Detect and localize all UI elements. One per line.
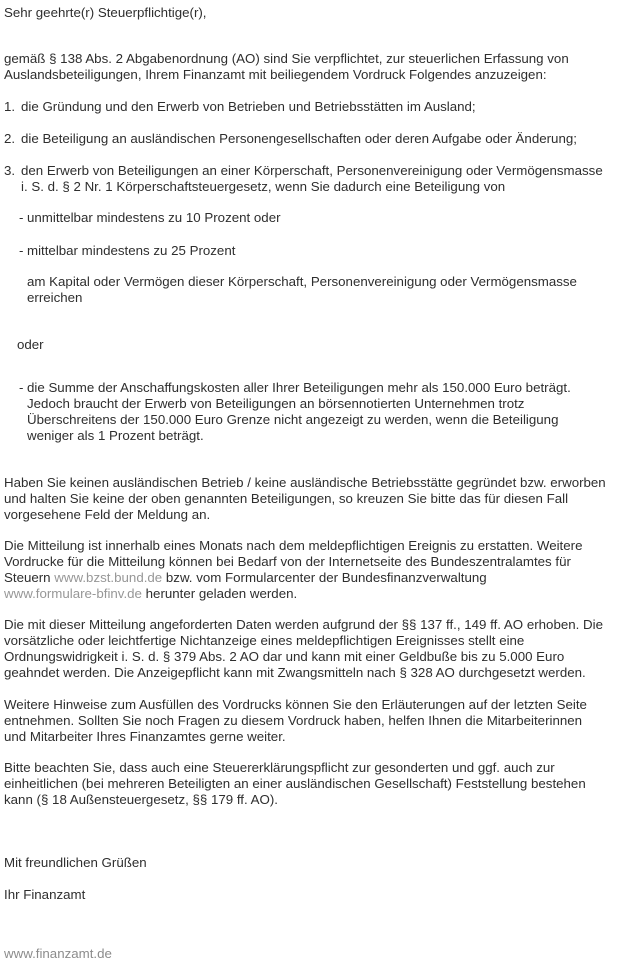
link-bzst-website[interactable]: www.bzst.bund.de: [54, 570, 163, 585]
paragraph-line: und halten Sie keine der oben genannten Beteiligungen, so kreuzen Sie bitte das für diesen Fall: [4, 491, 569, 506]
paragraph-help-notes: [4, 697, 626, 745]
dash-bullet: -: [19, 210, 24, 225]
list-item-3: [4, 163, 626, 195]
paragraph-line: und Mitarbeiter Ihres Finanzamtes gerne weiter.: [4, 729, 286, 744]
list-item-number: 2.: [4, 131, 16, 146]
paragraph-line: Ordnungswidrigkeit i. S. d. § 379 Abs. 2 AO dar und kann mit einer Geldbuße bis zu 5.000 Euro: [4, 649, 565, 664]
paragraph-legal-basis: [4, 617, 626, 681]
dash-bullet: -: [19, 243, 24, 258]
paragraph-line: [4, 570, 626, 586]
list-item-2: [4, 131, 626, 147]
list-item-number: 1.: [4, 99, 16, 114]
dash-item-direct-participation: [4, 210, 626, 226]
paragraph-deadline-download: [4, 538, 626, 602]
paragraph-intro: [4, 51, 626, 83]
paragraph-line: Haben Sie keinen ausländischen Betrieb / keine ausländische Betriebsstätte gegründet bzw. erworben: [4, 475, 606, 490]
dash-item-text: mittelbar mindestens zu 25 Prozent: [27, 243, 236, 258]
paragraph-line: die Summe der Anschaffungskosten aller Ihrer Beteiligungen mehr als 150.000 Euro beträgt.: [27, 380, 571, 395]
paragraph-line: am Kapital oder Vermögen dieser Körperschaft, Personenvereinigung oder Vermögensmasse: [27, 274, 577, 289]
dash-item-text: unmittelbar mindestens zu 10 Prozent oder: [27, 210, 281, 225]
paragraph-line: Auslandsbeteiligungen, Ihrem Finanzamt mit beiliegendem Vordruck Folgendes anzuzeigen:: [4, 67, 547, 82]
paragraph-line: Überschreitens der 150.000 Euro Grenze nicht angezeigt zu werden, wenn die Beteiligung: [27, 412, 559, 427]
dash-item-acquisition-cost: [4, 380, 626, 444]
paragraph-capital-clause: [4, 274, 626, 306]
list-item-text: die Gründung und den Erwerb von Betrieben und Betriebsstätten im Ausland;: [21, 99, 476, 114]
paragraph-line: Vordrucke für die Mitteilung können bei Bedarf von der Internetseite des Bundeszentralamtes für: [4, 554, 571, 569]
dash-item-indirect-participation: [4, 243, 626, 259]
dash-item-text: [27, 380, 626, 444]
paragraph-text: bzw. vom Formularcenter der Bundesfinanzverwaltung: [162, 570, 487, 585]
paragraph-line: Die Mitteilung ist innerhalb eines Monats nach dem meldepflichtigen Ereignis zu erstatten. Weitere: [4, 538, 583, 553]
paragraph-line: gemäß § 138 Abs. 2 Abgabenordnung (AO) sind Sie verpflichtet, zur steuerlichen Erfassung von: [4, 51, 569, 66]
paragraph-line: vorsätzliche oder leichtfertige Nichtanzeige eines meldepflichtigen Ereignisses stellt eine: [4, 633, 525, 648]
list-item-1: [4, 99, 626, 115]
footer: [4, 946, 626, 962]
closing-regards: Mit freundlichen Grüßen: [4, 855, 147, 870]
paragraph-line: erreichen: [27, 290, 83, 305]
footer-finanzamt-url[interactable]: www.finanzamt.de: [4, 946, 112, 961]
list-item-text: die Beteiligung an ausländischen Personengesellschaften oder deren Aufgabe oder Änderung;: [21, 131, 577, 146]
list-item-number: 3.: [4, 163, 16, 178]
paragraph-declaration-duty: [4, 760, 626, 808]
paragraph-line: den Erwerb von Beteiligungen an einer Körperschaft, Personenvereinigung oder Vermögensmasse: [21, 163, 603, 178]
dash-bullet: -: [19, 380, 24, 395]
paragraph-text: herunter geladen werden.: [141, 586, 298, 601]
paragraph-line: weniger als 1 Prozent beträgt.: [27, 428, 204, 443]
paragraph-line: Weitere Hinweise zum Ausfüllen des Vordrucks können Sie den Erläuterungen auf der letzten Seite: [4, 697, 587, 712]
paragraph-line: einheitlichen (bei mehreren Beteiligten an einer ausländischen Gesellschaft) Feststellung bestehen: [4, 776, 586, 791]
paragraph-line: kann (§ 18 Außensteuergesetz, §§ 179 ff. AO).: [4, 792, 278, 807]
paragraph-text: Steuern: [4, 570, 55, 585]
paragraph-line: Bitte beachten Sie, dass auch eine Steuererklärungspflicht zur gesonderten und ggf. auch zur: [4, 760, 555, 775]
list-item-text: [21, 163, 626, 195]
paragraph-line: [4, 586, 626, 602]
paragraph-no-participation: [4, 475, 626, 523]
salutation: Sehr geehrte(r) Steuerpflichtige(r),: [4, 5, 207, 20]
paragraph-line: vorgesehene Feld der Meldung an.: [4, 507, 211, 522]
paragraph-line: entnehmen. Sollten Sie noch Fragen zu diesem Vordruck haben, helfen Ihnen die Mitarbeiterinnen: [4, 713, 583, 728]
link-formulare-website[interactable]: www.formulare-bfinv.de: [4, 586, 142, 601]
paragraph-line: i. S. d. § 2 Nr. 1 Körperschaftsteuergesetz, wenn Sie dadurch eine Beteiligung von: [21, 179, 506, 194]
paragraph-line: Jedoch braucht der Erwerb von Beteiligungen an börsennotierten Unternehmen trotz: [27, 396, 525, 411]
connector-oder: oder: [17, 337, 44, 352]
paragraph-line: Die mit dieser Mitteilung angeforderten Daten werden aufgrund der §§ 137 ff., 149 ff. AO erhoben. Die: [4, 617, 603, 632]
closing-sender: Ihr Finanzamt: [4, 887, 86, 902]
paragraph-line: geahndet werden. Die Anzeigepflicht kann mit Zwangsmitteln nach § 328 AO durchgesetzt werden.: [4, 665, 586, 680]
